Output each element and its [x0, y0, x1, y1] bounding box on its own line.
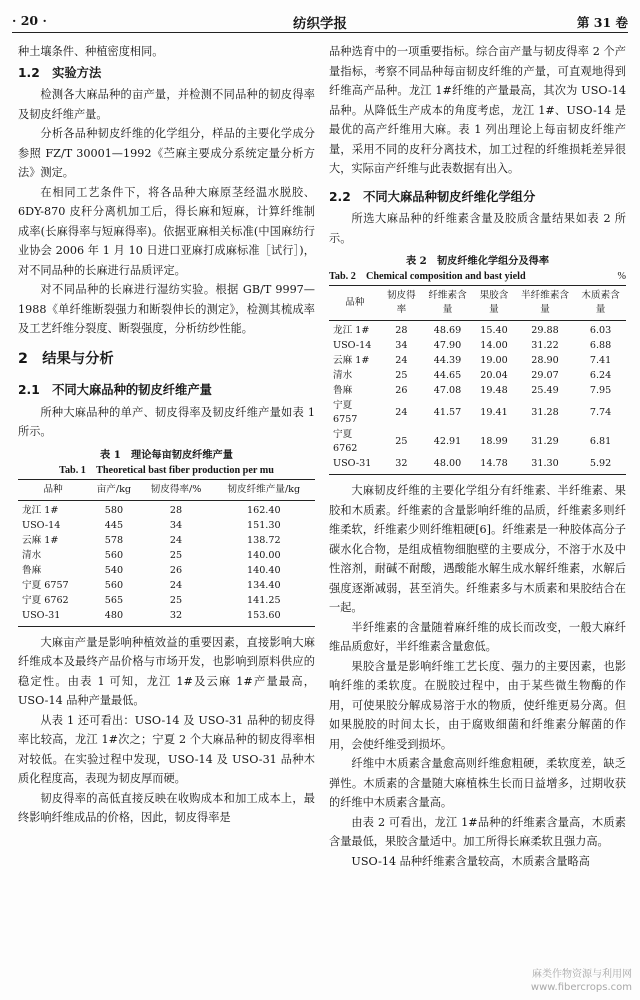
- paragraph: 从表 1 还可看出：USO-14 及 USO-31 品种的韧皮得率比较高，龙江 1#次之；宁夏 2 个大麻品种的韧皮得率相对较低。在实验过程中发现，USO-14 及 USO-31 品种木质化程度高，表现为韧皮厚而硬。: [18, 713, 315, 785]
- table-cell: 28: [169, 504, 183, 516]
- table-cell: 25: [395, 370, 408, 381]
- table-cell: 宁夏 6757: [22, 579, 69, 591]
- table-cell: 445: [104, 519, 124, 531]
- journal-title: 纺织学报: [293, 16, 347, 32]
- table-2-caption-cn: 表 2 韧皮纤维化学组分及得率: [405, 255, 550, 267]
- table-cell: 31.28: [531, 407, 559, 418]
- page-number: · 20 ·: [12, 13, 47, 28]
- paragraph: 由表 2 可看出，龙江 1#品种的纤维素含量高，木质素含量最低，果胶含量适中。加工所得长麻柔软且强力高。: [329, 815, 626, 848]
- table-row: [18, 533, 315, 548]
- paragraph: 大麻韧皮纤维的主要化学组分有纤维素、半纤维素、果胶和木质素。纤维素的含量影响纤维的品质，纤维素多则纤维柔软，纤维素少则纤维粗硬[6]。纤维素是一种胶体高分子碳水化合物，是组成植物细胞壁的主要成分，不溶于水及中性溶剂，耐碱不耐酸，遇酸能水解生成水解纤维素，水解后强度逐渐减弱，甚至消失。纤维素多与木质素和果胶结合在一起。: [329, 484, 626, 614]
- table-cell: USO-31: [329, 457, 381, 475]
- table-header: 品种: [329, 286, 381, 321]
- table-cell: 28.90: [531, 355, 559, 366]
- table-row: [18, 578, 315, 593]
- table-cell: 7.95: [589, 385, 612, 396]
- table-cell: USO-31: [18, 608, 88, 626]
- table-cell: USO-14: [333, 340, 372, 351]
- table-cell: 龙江 1#: [22, 504, 59, 516]
- table-cell: 龙江 1#: [333, 325, 370, 336]
- table-cell: 29.88: [531, 325, 559, 336]
- table-2-caption-en: [329, 269, 626, 285]
- table-cell: 宁夏 6762: [22, 594, 69, 606]
- section-heading-1-2: 1.2 实验方法: [18, 65, 102, 80]
- table-cell: 34: [395, 340, 408, 351]
- table-cell: 32: [381, 457, 422, 475]
- table-cell: 565: [104, 594, 124, 606]
- table-header: 韧皮纤维产量/kg: [213, 479, 315, 500]
- table-cell: 7.41: [589, 355, 612, 366]
- table-header: 韧皮得率/%: [140, 479, 213, 500]
- table-row: [329, 428, 626, 457]
- table-row: [18, 548, 315, 563]
- section-heading-2-2: 2.2 不同大麻品种韧皮纤维化学组分: [329, 189, 536, 204]
- table-2-caption-en-text: Tab. 2 Chemical composition and bast yield: [329, 271, 526, 282]
- table-cell: 31.22: [531, 340, 559, 351]
- table-cell: 28: [395, 325, 408, 336]
- table-cell: 44.65: [433, 370, 462, 381]
- table-cell: 6.81: [589, 436, 612, 447]
- table-1-grid: [18, 479, 315, 627]
- table-cell: 6.88: [589, 340, 612, 351]
- table-cell: 48.69: [433, 325, 462, 336]
- paragraph: 检测各大麻品种的亩产量，并检测不同品种的韧皮得率及韧皮纤维产量。: [18, 88, 315, 121]
- page-header: [12, 12, 628, 33]
- paragraph: USO-14 品种纤维素含量较高，木质素含量略高: [351, 854, 590, 868]
- paragraph: 纤维中木质素含量愈高则纤维愈粗硬，柔软度差，缺乏弹性。木质素的含量随大麻植株生长而日益增多，过期收获的纤维中木质素含量高。: [329, 757, 626, 809]
- table-2-grid: [329, 285, 626, 475]
- table-cell: 31.30: [515, 457, 575, 475]
- table-row: [18, 593, 315, 608]
- table-cell: 26: [395, 385, 408, 396]
- volume-label: 第 31 卷: [576, 15, 628, 30]
- table-cell: 25: [395, 436, 408, 447]
- table-cell: 153.60: [213, 608, 315, 626]
- table-cell: 29.07: [531, 370, 559, 381]
- paragraph: 所选大麻品种的纤维素含量及胶质含量结果如表 2 所示。: [329, 212, 626, 245]
- table-cell: 25: [169, 594, 183, 606]
- section-heading-2: 2 结果与分析: [18, 350, 114, 367]
- table-row: [329, 399, 626, 428]
- table-cell: USO-14: [22, 519, 61, 531]
- table-cell: 578: [104, 534, 124, 546]
- table-row: [329, 457, 626, 475]
- table-cell: 18.99: [480, 436, 508, 447]
- table-1: [18, 447, 315, 627]
- table-cell: 480: [88, 608, 139, 626]
- table-cell: 清水: [333, 370, 353, 381]
- table-cell: 138.72: [246, 534, 281, 546]
- table-cell: 鲁麻: [22, 564, 42, 576]
- table-cell: 19.48: [480, 385, 508, 396]
- table-cell: 鲁麻: [333, 385, 353, 396]
- table-cell: 26: [169, 564, 183, 576]
- section-heading-2-1: 2.1 不同大麻品种的韧皮纤维产量: [18, 383, 212, 397]
- paragraph: 大麻亩产量是影响种植效益的重要因素，直接影响大麻纤维成本及最终产品价格与市场开发，也影响到原料供应的稳定性。由表 1 可知，龙江 1#及云麻 1#产量最高，USO-14 品种产量最低。: [18, 635, 315, 707]
- table-header: 纤维素含量: [422, 286, 473, 321]
- table-cell: 25.49: [531, 385, 559, 396]
- table-header: 木质素含量: [575, 286, 626, 321]
- table-2: [329, 253, 626, 475]
- paragraph: 韧皮得率的高低直接反映在收购成本和加工成本上，最终影响纤维成品的价格，因此，韧皮得率是: [18, 791, 315, 824]
- table-cell: 6.03: [589, 325, 612, 336]
- paragraph: 所种大麻品种的单产、韧皮得率及韧皮纤维产量如表 1 所示。: [18, 405, 315, 438]
- watermark: [531, 968, 632, 994]
- table-cell: 560: [104, 579, 124, 591]
- table-row: [18, 563, 315, 578]
- paragraph: 品种选育中的一项重要指标。综合亩产量与韧皮得率 2 个产量指标，考察不同品种每亩韧皮纤维的产量，可直观地得到纤维高产品种。龙江 1#纤维的产量最高，其次为 USO-14 品种。从降低生产成本的角度考虑，龙江 1#、USO-14 是最优的高产纤维用大麻。表 1 列出理论上每亩韧皮纤维产量，采用不同的皮秆分离技术，加工过程的纤维损耗差异很大，实际亩产纤维与此表数据有出入。: [329, 45, 626, 175]
- table-cell: 47.08: [433, 385, 462, 396]
- table-cell: 140.00: [246, 549, 281, 561]
- table-cell: 48.00: [422, 457, 473, 475]
- paragraph: 分析各品种韧皮纤维的化学组分，样品的主要化学成分参照 FZ/T 30001—1992《苎麻主要成分系统定量分析方法》测定。: [18, 127, 315, 179]
- table-cell: 42.91: [433, 436, 462, 447]
- table-cell: 44.39: [433, 355, 462, 366]
- table-cell: 14.78: [473, 457, 515, 475]
- table-row: [18, 500, 315, 518]
- table-cell: 清水: [22, 549, 42, 561]
- right-column: [329, 42, 626, 871]
- watermark-line-1: 麻类作物资源与利用网: [532, 969, 632, 980]
- table-row: [18, 608, 315, 626]
- table-cell: 19.00: [480, 355, 508, 366]
- table-header: 果胶含量: [473, 286, 515, 321]
- table-cell: 19.41: [480, 407, 508, 418]
- paragraph: 果胶含量是影响纤维工艺长度、强力的主要因素，也影响纤维的柔软度。在脱胶过程中，由于某些微生物酶的作用，可使果胶分解成易溶于水的物质，使纤维更易分离。但如果脱胶的时间太长，由于腐败细菌和纤维素分解菌的作用，会使纤维受到损坏。: [329, 659, 626, 751]
- table-cell: 24: [395, 355, 408, 366]
- table-cell: 7.74: [589, 407, 612, 418]
- table-cell: 24: [169, 534, 183, 546]
- table-row: [329, 369, 626, 384]
- table-cell: 162.40: [246, 504, 281, 516]
- table-cell: 25: [169, 549, 183, 561]
- table-row: [329, 321, 626, 339]
- table-cell: 15.40: [480, 325, 508, 336]
- table-cell: 140.40: [246, 564, 281, 576]
- table-cell: 14.00: [480, 340, 508, 351]
- table-row: [329, 384, 626, 399]
- table-row: [329, 339, 626, 354]
- table-header: 亩产/kg: [88, 479, 139, 500]
- paragraph: 种土壤条件、种植密度相同。: [18, 45, 164, 58]
- table-1-caption-en: Tab. 1 Theoretical bast fiber production per mu: [59, 464, 274, 476]
- table-cell: 141.25: [246, 594, 281, 606]
- paragraph: 在相同工艺条件下，将各品种大麻原茎经温水脱胶、6DY-870 皮秆分离机加工后，得长麻和短麻，计算纤维制成率(长麻得率与短麻得率)。依据亚麻相关标准(中国麻纺行业协会 2006 年 1 月 10 日进口亚麻打成麻标准［试行］)，对不同品种的长麻进行品质评定。: [18, 185, 315, 277]
- table-header: 品种: [18, 479, 88, 500]
- table-cell: 540: [104, 564, 124, 576]
- table-row: [329, 354, 626, 369]
- table-cell: 580: [104, 504, 124, 516]
- paragraph: 半纤维素的含量随着麻纤维的成长而改变，一般大麻纤维品质愈好，半纤维素含量愈低。: [329, 620, 626, 653]
- table-cell: 32: [140, 608, 213, 626]
- table-header: 韧皮得率: [381, 286, 422, 321]
- table-cell: 41.57: [433, 407, 462, 418]
- table-cell: 云麻 1#: [333, 355, 370, 366]
- table-cell: 134.40: [246, 579, 281, 591]
- table-cell: 5.92: [575, 457, 626, 475]
- table-row: [18, 518, 315, 533]
- table-cell: 20.04: [480, 370, 508, 381]
- paragraph: 对不同品种的长麻进行湿纺实验。根据 GB/T 9997—1988《单纤维断裂强力和断裂伸长的测定》，检测其梳成率及工艺纤维分裂度、断裂强度，分析纺纱性能。: [18, 283, 315, 335]
- watermark-line-2: www.fibercrops.com: [530, 982, 632, 993]
- table-cell: 47.90: [433, 340, 462, 351]
- table-cell: 宁夏 6762: [333, 429, 358, 454]
- table-cell: 云麻 1#: [22, 534, 59, 546]
- table-cell: 24: [395, 407, 408, 418]
- table-1-caption-cn: 表 1 理论每亩韧皮纤维产量: [100, 448, 233, 461]
- table-2-unit: %: [617, 271, 626, 282]
- table-cell: 24: [169, 579, 183, 591]
- table-cell: 151.30: [246, 519, 281, 531]
- table-cell: 宁夏 6757: [333, 400, 358, 425]
- table-cell: 34: [169, 519, 183, 531]
- table-cell: 6.24: [589, 370, 612, 381]
- table-cell: 31.29: [531, 436, 559, 447]
- left-column: [18, 42, 315, 828]
- table-cell: 560: [104, 549, 124, 561]
- table-header: 半纤维素含量: [515, 286, 575, 321]
